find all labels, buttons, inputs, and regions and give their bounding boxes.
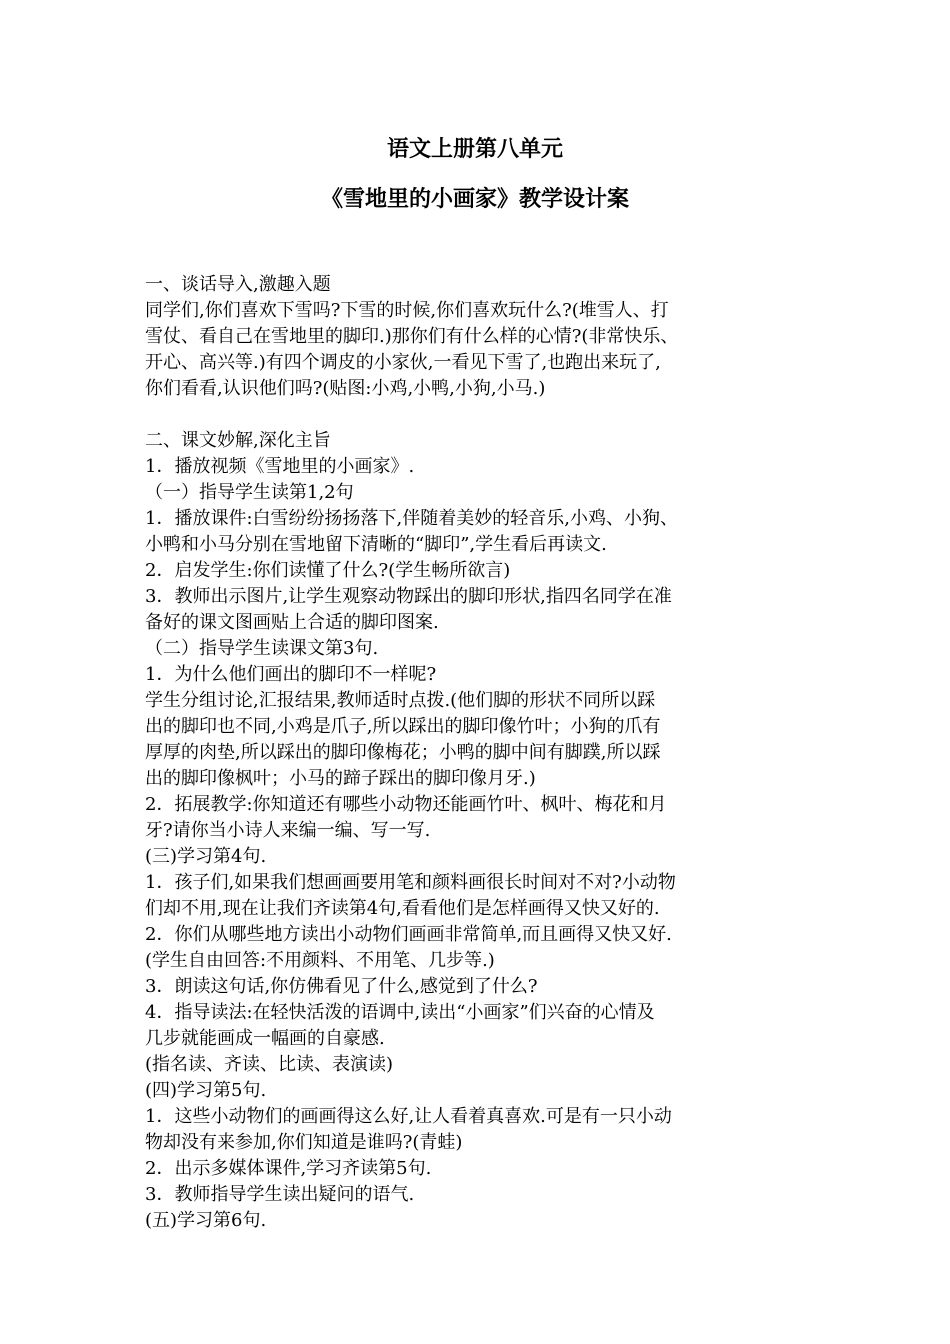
paragraph-line: （二）指导学生读课文第3句.	[145, 638, 379, 659]
document-subtitle: 《雪地里的小画家》教学设计案	[320, 186, 629, 212]
section-heading: 二、课文妙解,深化主旨	[145, 430, 331, 451]
paragraph-line: 1．孩子们,如果我们想画画要用笔和颜料画很长时间对不对?小动物	[145, 872, 676, 893]
paragraph-line: 2．启发学生:你们读懂了什么?(学生畅所欲言)	[145, 560, 511, 581]
paragraph-line: 厚厚的肉垫,所以踩出的脚印像梅花；小鸭的脚中间有脚蹼,所以踩	[145, 742, 661, 763]
paragraph-line: (四)学习第5句.	[145, 1080, 267, 1101]
section-spacer	[145, 402, 835, 428]
paragraph-line: （一）指导学生读第1,2句	[145, 482, 354, 503]
paragraph-line: 们却不用,现在让我们齐读第4句,看看他们是怎样画得又快又好的.	[145, 898, 660, 919]
document-body	[145, 272, 835, 1234]
paragraph-line: 2．出示多媒体课件,学习齐读第5句.	[145, 1158, 432, 1179]
paragraph-line: 学生分组讨论,汇报结果,教师适时点拨.(他们脚的形状不同所以踩	[145, 690, 656, 711]
paragraph-line: 4．指导读法:在轻快活泼的语调中,读出“小画家”们兴奋的心情及	[145, 1002, 655, 1023]
paragraph-line: 开心、高兴等.)有四个调皮的小家伙,一看见下雪了,也跑出来玩了,	[145, 352, 661, 373]
paragraph-line: (指名读、齐读、比读、表演读)	[145, 1054, 394, 1075]
paragraph-line: 物却没有来参加,你们知道是谁吗?(青蛙)	[145, 1132, 463, 1153]
paragraph-line: 3．朗读这句话,你仿佛看见了什么,感觉到了什么?	[145, 976, 538, 997]
paragraph-line: (五)学习第6句.	[145, 1210, 267, 1231]
paragraph-line: 出的脚印也不同,小鸡是爪子,所以踩出的脚印像竹叶；小狗的爪有	[145, 716, 661, 737]
paragraph-line: 同学们,你们喜欢下雪吗?下雪的时候,你们喜欢玩什么?(堆雪人、打	[145, 300, 669, 321]
paragraph-line: 牙?请你当小诗人来编一编、写一写.	[145, 820, 431, 841]
paragraph-line: 3．教师指导学生读出疑问的语气.	[145, 1184, 415, 1205]
paragraph-line: (学生自由回答:不用颜料、不用笔、几步等.)	[145, 950, 495, 971]
paragraph-line: 1．播放课件:白雪纷纷扬扬落下,伴随着美妙的轻音乐,小鸡、小狗、	[145, 508, 678, 529]
paragraph-line: 几步就能画成一幅画的自豪感.	[145, 1028, 385, 1049]
paragraph-line: 1．这些小动物们的画画得这么好,让人看着真喜欢.可是有一只小动	[145, 1106, 672, 1127]
paragraph-line: 雪仗、看自己在雪地里的脚印.)那你们有什么样的心情?(非常快乐、	[145, 326, 679, 347]
paragraph-line: 2．拓展教学:你知道还有哪些小动物还能画竹叶、枫叶、梅花和月	[145, 794, 667, 815]
paragraph-line: 3．教师出示图片,让学生观察动物踩出的脚印形状,指四名同学在准	[145, 586, 672, 607]
document-title: 语文上册第八单元	[386, 136, 563, 162]
paragraph-line: 小鸭和小马分别在雪地留下清晰的“脚印”,学生看后再读文.	[145, 534, 607, 555]
paragraph-line: 1．为什么他们画出的脚印不一样呢?	[145, 664, 437, 685]
paragraph-line: 出的脚印像枫叶；小马的蹄子踩出的脚印像月牙.)	[145, 768, 536, 789]
paragraph-line: 2．你们从哪些地方读出小动物们画画非常简单,而且画得又快又好.	[145, 924, 672, 945]
paragraph-line: (三)学习第4句.	[145, 846, 267, 867]
paragraph-line: 你们看看,认识他们吗?(贴图:小鸡,小鸭,小狗,小马.)	[145, 378, 546, 399]
section-heading: 一、谈话导入,激趣入题	[145, 274, 331, 295]
paragraph-line: 1．播放视频《雪地里的小画家》.	[145, 456, 415, 477]
paragraph-line: 备好的课文图画贴上合适的脚印图案.	[145, 612, 439, 633]
